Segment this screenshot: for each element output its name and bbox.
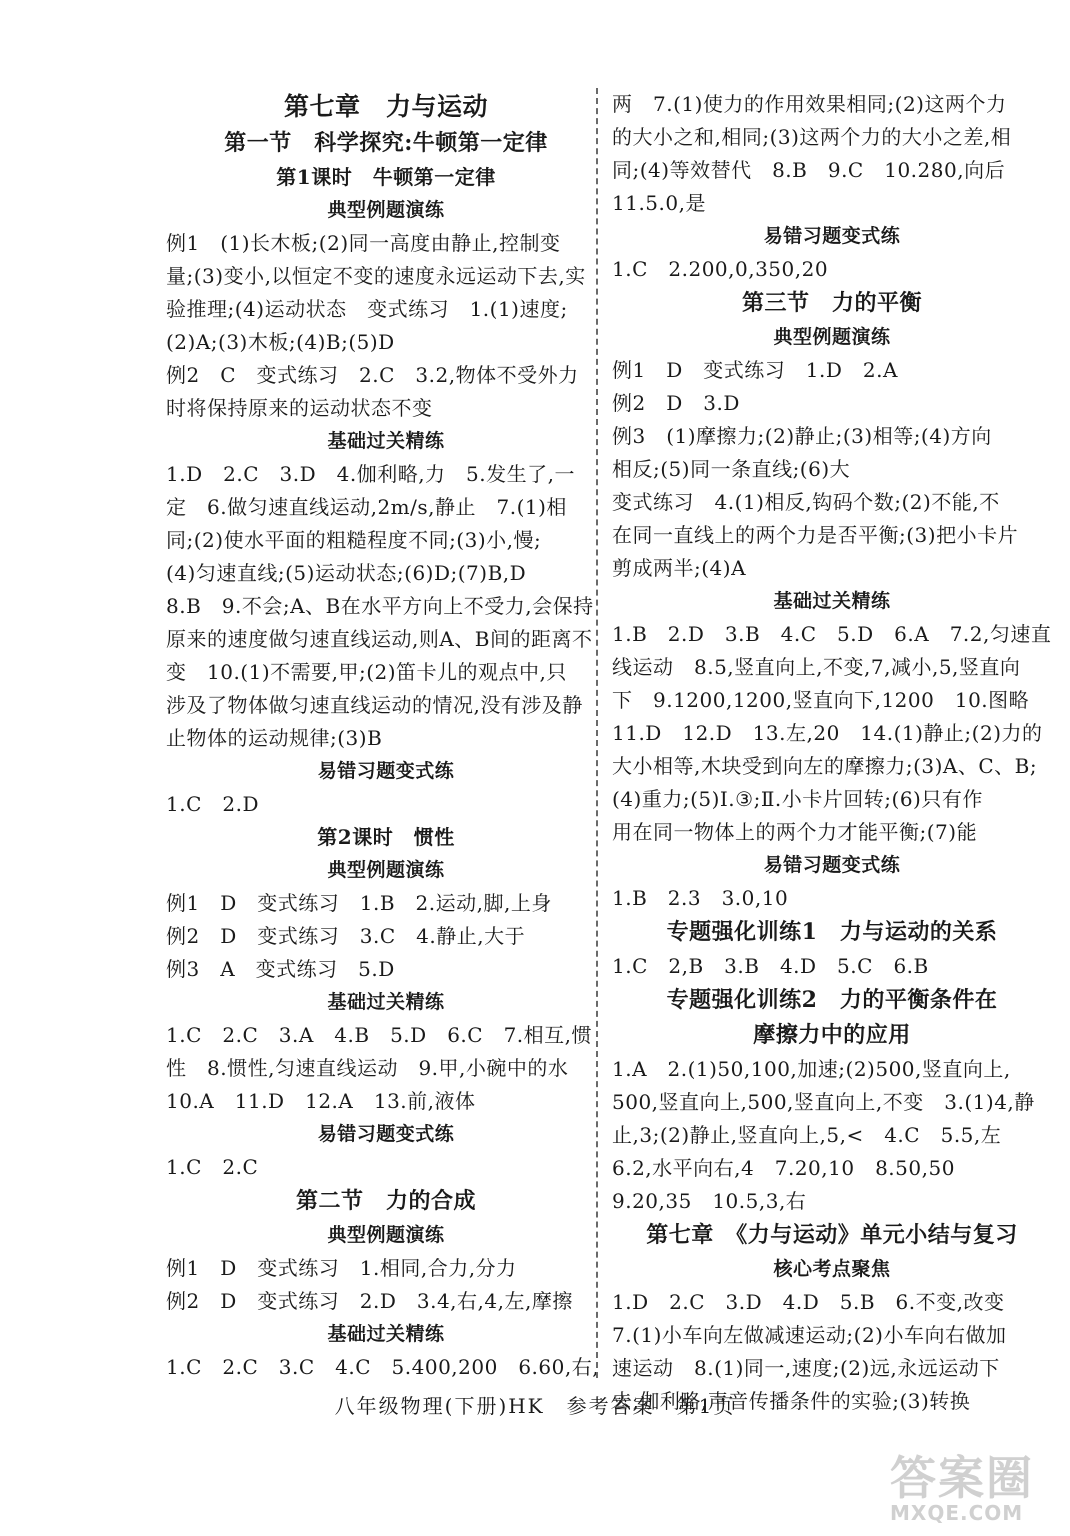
subsection-heading: 典型例题演练 bbox=[327, 859, 445, 881]
watermark-url: MXQE.COM bbox=[890, 1501, 1024, 1525]
answer-line: 例1 D 变式练习 1.B 2.运动,脚,上身 bbox=[166, 891, 552, 915]
answer-line: 验推理;(4)运动状态 变式练习 1.(1)速度; bbox=[166, 297, 568, 321]
section-title: 摩擦力中的应用 bbox=[753, 1022, 911, 1048]
answer-line: 1.C 2.C bbox=[166, 1155, 259, 1179]
answer-line: 例2 D 3.D bbox=[612, 391, 740, 415]
answer-line: 性 8.惯性,匀速直线运动 9.甲,小碗中的水 bbox=[166, 1056, 569, 1080]
subsection-heading: 易错习题变式练 bbox=[763, 854, 901, 876]
answer-line: 例2 D 变式练习 2.D 3.4,右,4,左,摩擦 bbox=[166, 1289, 573, 1313]
chapter-title: 第七章 力与运动 bbox=[283, 92, 488, 121]
answer-line: 7.(1)小车向左做减速运动;(2)小车向右做加 bbox=[612, 1323, 1007, 1347]
answer-line: 1.A 2.(1)50,100,加速;(2)500,竖直向上, bbox=[612, 1057, 1011, 1081]
answer-line: 止物体的运动规律;(3)B bbox=[166, 726, 383, 750]
answer-line: 1.D 2.C 3.D 4.伽利略,力 5.发生了,一 bbox=[166, 462, 575, 486]
answer-line: (4)匀速直线;(5)运动状态;(6)D;(7)B,D bbox=[166, 561, 527, 585]
answer-line: 9.20,35 10.5,3,右 bbox=[612, 1189, 807, 1213]
subsection-heading: 易错习题变式练 bbox=[763, 225, 901, 247]
answer-line: 1.C 2.D bbox=[166, 792, 260, 816]
answer-line: 线运动 8.5,竖直向上,不变,7,减小,5,竖直向 bbox=[612, 655, 1021, 679]
answer-line: 大小相等,木块受到向左的摩擦力;(3)A、C、B; bbox=[612, 754, 1038, 778]
answer-line: 11.5.0,是 bbox=[612, 191, 706, 215]
answer-line: 用在同一物体上的两个力才能平衡;(7)能 bbox=[612, 820, 978, 844]
answer-line: 例1 D 变式练习 1.D 2.A bbox=[612, 358, 898, 382]
answer-line: 6.2,水平向右,4 7.20,10 8.50,50 bbox=[612, 1156, 955, 1180]
answer-line: 相反;(5)同一条直线;(6)大 bbox=[612, 457, 851, 481]
answer-line: 原来的速度做匀速直线运动,则A、B间的距离不 bbox=[166, 627, 593, 651]
right-column bbox=[612, 88, 1052, 1418]
subsection-heading: 核心考点聚焦 bbox=[773, 1258, 891, 1280]
answer-line: 例3 A 变式练习 5.D bbox=[166, 957, 395, 981]
answer-line: 8.B 9.不会;A、B在水平方向上不受力,会保持 bbox=[166, 594, 594, 618]
answer-line: 1.D 2.C 3.D 4.D 5.B 6.不变,改变 bbox=[612, 1290, 1005, 1314]
answer-line: 例2 C 变式练习 2.C 3.2,物体不受外力 bbox=[166, 363, 579, 387]
subsection-heading: 典型例题演练 bbox=[773, 326, 891, 348]
answer-line: 涉及了物体做匀速直线运动的情况,没有涉及静 bbox=[166, 693, 583, 717]
answer-line: 两 7.(1)使力的作用效果相同;(2)这两个力 bbox=[612, 92, 1007, 116]
left-column bbox=[166, 88, 606, 1384]
section-title: 专题强化训练1 力与运动的关系 bbox=[666, 919, 998, 945]
answer-line: 速运动 8.(1)同一,速度;(2)远,永远运动下 bbox=[612, 1356, 1000, 1380]
answer-line: 定 6.做匀速直线运动,2m/s,静止 7.(1)相 bbox=[166, 495, 567, 519]
subsection-heading: 基础过关精练 bbox=[327, 991, 445, 1013]
answer-line: 例1 (1)长木板;(2)同一高度由静止,控制变 bbox=[166, 231, 561, 255]
subsection-heading: 易错习题变式练 bbox=[317, 760, 455, 782]
answer-line: 1.C 2,B 3.B 4.D 5.C 6.B bbox=[612, 954, 929, 978]
subsection-heading: 基础过关精练 bbox=[327, 430, 445, 452]
column-divider bbox=[596, 88, 598, 1378]
answer-line: 量;(3)变小,以恒定不变的速度永远运动下去,实 bbox=[166, 264, 586, 288]
subsection-heading: 基础过关精练 bbox=[327, 1323, 445, 1345]
section-title: 第三节 力的平衡 bbox=[741, 290, 922, 316]
subsection-heading: 典型例题演练 bbox=[327, 1224, 445, 1246]
section-title: 第七章 《力与运动》单元小结与复习 bbox=[646, 1222, 1018, 1248]
answer-line: 例1 D 变式练习 1.相同,合力,分力 bbox=[166, 1256, 517, 1280]
answer-line: 变式练习 4.(1)相反,钩码个数;(2)不能,不 bbox=[612, 490, 1000, 514]
answer-line: 去,伽利略,声音传播条件的实验;(3)转换 bbox=[612, 1389, 971, 1413]
answer-line: 11.D 12.D 13.左,20 14.(1)静止;(2)力的 bbox=[612, 721, 1043, 745]
answer-line: 的大小之和,相同;(3)这两个力的大小之差,相 bbox=[612, 125, 1012, 149]
answer-line: 同;(4)等效替代 8.B 9.C 10.280,向后 bbox=[612, 158, 1006, 182]
watermark-logo: 答案圈 bbox=[890, 1451, 1034, 1505]
answer-line: 下 9.1200,1200,竖直向下,1200 10.图略 bbox=[612, 688, 1030, 712]
answer-line: 10.A 11.D 12.A 13.前,液体 bbox=[166, 1089, 476, 1113]
answer-line: 1.B 2.D 3.B 4.C 5.D 6.A 7.2,匀速直 bbox=[612, 622, 1052, 646]
answer-line: 变 10.(1)不需要,甲;(2)笛卡儿的观点中,只 bbox=[166, 660, 567, 684]
watermark bbox=[890, 1451, 1060, 1530]
answer-line: 1.B 2.3 3.0,10 bbox=[612, 886, 789, 910]
lesson-title: 第1课时 牛顿第一定律 bbox=[276, 165, 496, 189]
answer-line: 例3 (1)摩擦力;(2)静止;(3)相等;(4)方向 bbox=[612, 424, 992, 448]
answer-line: 在同一直线上的两个力是否平衡;(3)把小卡片 bbox=[612, 523, 1019, 547]
section-title: 专题强化训练2 力的平衡条件在 bbox=[666, 987, 998, 1013]
subsection-heading: 基础过关精练 bbox=[773, 590, 891, 612]
answer-line: (2)A;(3)木板;(4)B;(5)D bbox=[166, 330, 395, 354]
subsection-heading: 易错习题变式练 bbox=[317, 1123, 455, 1145]
answer-line: 1.C 2.C 3.A 4.B 5.D 6.C 7.相互,惯 bbox=[166, 1023, 593, 1047]
answer-line: 1.C 2.200,0,350,20 bbox=[612, 257, 829, 281]
answer-line: 同;(2)使水平面的粗糙程度不同;(3)小,慢; bbox=[166, 528, 542, 552]
page-footer: 八年级物理(下册)HK 参考答案 第1页 bbox=[334, 1394, 736, 1418]
answer-line: 1.C 2.C 3.C 4.C 5.400,200 6.60,右, bbox=[166, 1355, 600, 1379]
answer-line: 例2 D 变式练习 3.C 4.静止,大于 bbox=[166, 924, 526, 948]
lesson-title: 第2课时 惯性 bbox=[317, 825, 455, 849]
answer-line: 止,3;(2)静止,竖直向上,5,< 4.C 5.5,左 bbox=[612, 1123, 1002, 1147]
answer-line: 500,竖直向上,500,竖直向上,不变 3.(1)4,静 bbox=[612, 1090, 1035, 1114]
section-title: 第二节 力的合成 bbox=[295, 1188, 476, 1214]
answer-line: (4)重力;(5)Ⅰ.③;Ⅱ.小卡片回转;(6)只有作 bbox=[612, 787, 983, 811]
subsection-heading: 典型例题演练 bbox=[327, 199, 445, 221]
answer-line: 剪成两半;(4)A bbox=[612, 556, 747, 580]
answer-line: 时将保持原来的运动状态不变 bbox=[166, 396, 433, 420]
section-title: 第一节 科学探究:牛顿第一定律 bbox=[224, 130, 548, 156]
